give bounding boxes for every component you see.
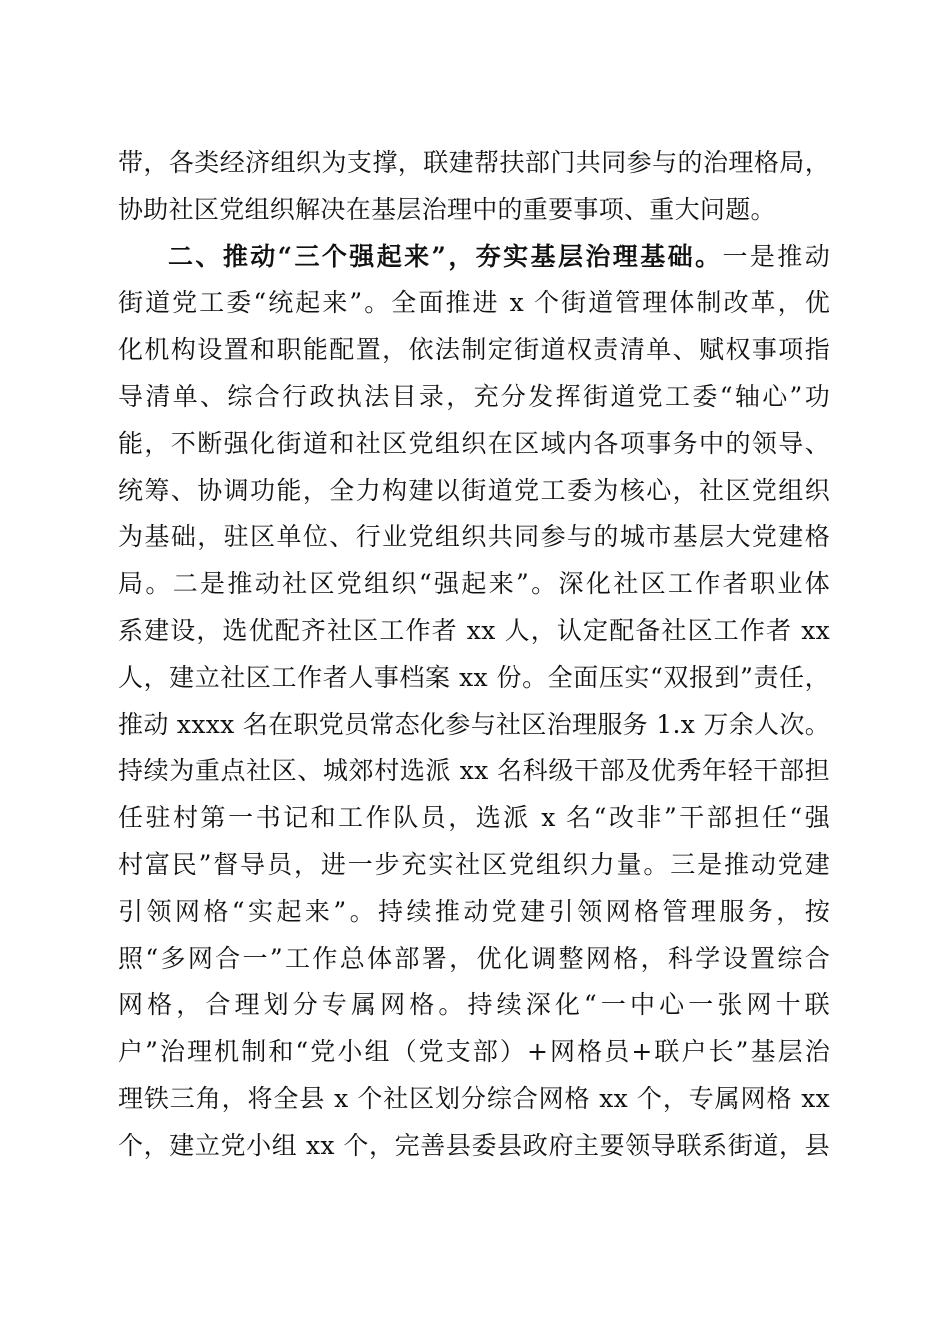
section-heading: 二、推动“三个强起来”，夯实基层治理基础。 <box>168 241 723 271</box>
text-line: 持续为重点社区、城郊村选派 xx 名科级干部及优秀年轻干部担 <box>118 756 830 786</box>
text-line: 任驻村第一书记和工作队员，选派 x 名“改非”干部担任“强 <box>118 803 830 833</box>
text-line: 为基础，驻区单位、行业党组织共同参与的城市基层大党建格 <box>118 522 830 552</box>
text-line: 理铁三角，将全县 x 个社区划分综合网格 xx 个，专属网格 xx <box>118 1083 830 1113</box>
text-line-continuation: 一是推动 <box>722 241 830 271</box>
text-line: 系建设，选优配齐社区工作者 xx 人，认定配备社区工作者 xx <box>118 615 830 645</box>
text-line: 带，各类经济组织为支撑，联建帮扶部门共同参与的治理格局， <box>118 148 830 177</box>
text-line: 街道党工委“统起来”。全面推进 x 个街道管理体制改革，优 <box>118 288 830 318</box>
text-line: 统筹、协调功能，全力构建以街道党工委为核心，社区党组织 <box>118 475 830 505</box>
text-line: 推动 xxxx 名在职党员常态化参与社区治理服务 1.x 万余人次。 <box>118 709 830 739</box>
text-line: 协助社区党组织解决在基层治理中的重要事项、重大问题。 <box>118 194 776 224</box>
text-line: 局。二是推动社区党组织“强起来”。深化社区工作者职业体 <box>118 569 830 599</box>
text-line: 导清单、综合行政执法目录，充分发挥街道党工委“轴心”功 <box>118 381 830 411</box>
text-line: 引领网格“实起来”。持续推动党建引领网格管理服务，按 <box>118 896 830 926</box>
text-line: 照“多网合一”工作总体部署，优化调整网格，科学设置综合 <box>118 943 830 973</box>
section-heading-line <box>118 234 830 281</box>
text-line: 能，不断强化街道和社区党组织在区域内各项事务中的领导、 <box>118 428 830 458</box>
text-line: 个，建立党小组 xx 个，完善县委县政府主要领导联系街道，县 <box>118 1130 830 1160</box>
body-text <box>118 140 830 1170</box>
text-line: 化机构设置和职能配置，依法制定街道权责清单、赋权事项指 <box>118 335 830 365</box>
text-line: 人，建立社区工作者人事档案 xx 份。全面压实“双报到”责任， <box>118 662 830 692</box>
text-line: 户”治理机制和“党小组（党支部）+网格员+联户长”基层治 <box>118 1037 830 1067</box>
text-line: 网格，合理划分专属网格。持续深化“一中心一张网十联 <box>118 990 830 1020</box>
text-line: 村富民”督导员，进一步充实社区党组织力量。三是推动党建 <box>118 849 830 879</box>
